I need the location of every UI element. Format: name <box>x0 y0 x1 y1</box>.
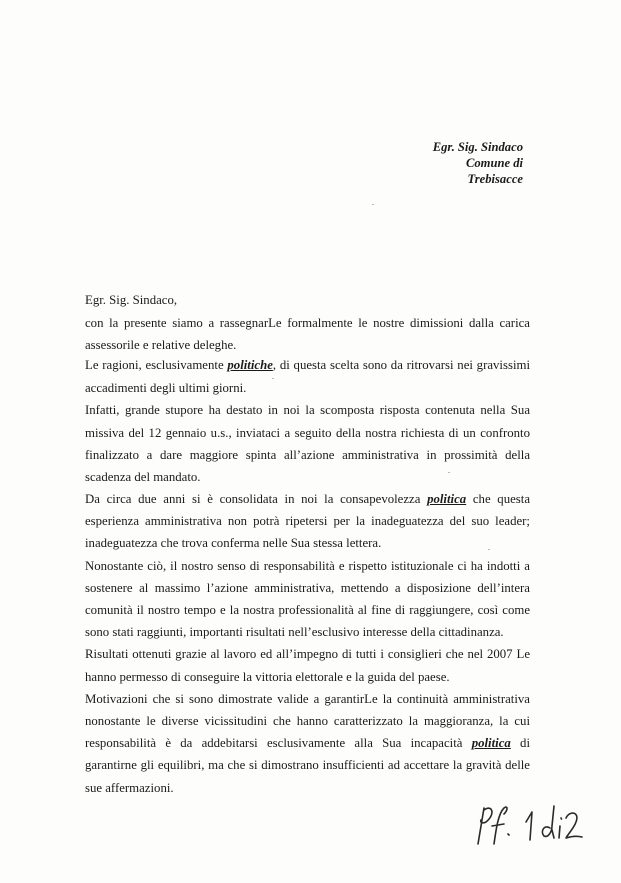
body-line-8: scadenza del mandato. <box>85 470 201 484</box>
body-line-7: finalizzato a dare maggiore spinta all’azione amministrativa in prossimità della <box>85 448 530 462</box>
body-line-14: comunità il nostro tempo e la nostra professionalità al fine di raggiungere, così come <box>85 603 530 617</box>
body-line-11: inadeguatezza che trova conferma nelle Sua stessa lettera. <box>85 536 382 550</box>
salutation: Egr. Sig. Sindaco, <box>85 293 178 307</box>
body-line-10: esperienza amministrativa non potrà ripetersi per la inadeguatezza del suo leader; <box>85 514 530 528</box>
body-line-3-end: , di questa scelta sono da ritrovarsi nei gravissimi <box>272 358 530 372</box>
handwritten-page-number <box>470 800 585 850</box>
body-line-21: garantirne gli equilibri, ma che si dimostrano insufficienti ad accettare la gravità delle <box>85 758 530 772</box>
body-line-9 <box>85 491 530 507</box>
body-line-20 <box>85 735 530 751</box>
recipient-address <box>433 139 523 187</box>
body-line-3-start: Le ragioni, esclusivamente <box>85 358 228 372</box>
body-line-6: missiva del 12 gennaio u.s., inviataci a seguito della nostra richiesta di un confronto <box>85 426 530 440</box>
body-line-9-start: Da circa due anni si è consolidata in noi la consapevolezza <box>85 492 428 506</box>
body-line-19: nonostante le diverse vicissitudini che hanno caratterizzato la maggioranza, la cui <box>85 714 530 728</box>
body-line-12: Nonostante ciò, il nostro senso di responsabilità e rispetto istituzionale ci ha indotti a <box>85 559 530 573</box>
body-line-2: assessorile e relative deleghe. <box>85 338 237 352</box>
body-line-17: hanno permesso di conseguire la vittoria elettorale e la guida del paese. <box>85 670 450 684</box>
body-line-3 <box>85 357 530 373</box>
paper-speck <box>488 549 490 550</box>
paper-speck <box>272 378 274 379</box>
body-line-4: accadimenti degli ultimi giorni. <box>85 381 247 395</box>
body-line-20-end: di <box>510 736 530 750</box>
recipient-title: Egr. Sig. Sindaco <box>432 140 523 154</box>
body-line-20-start: responsabilità è da addebitarsi esclusivamente alla Sua incapacità <box>85 736 472 750</box>
emphasis-politica-2: politica <box>471 736 511 750</box>
recipient-office: Comune di <box>465 156 523 170</box>
body-line-9-end: che questa <box>466 492 530 506</box>
body-line-18: Motivazioni che si sono dimostrate valide a garantirLe la continuità amministrativa <box>85 692 530 706</box>
body-line-22: sue affermazioni. <box>85 781 174 795</box>
body-line-13: sostenere al massimo l’azione amministrativa, mettendo a disposizione dell’intera <box>85 581 530 595</box>
body-line-5: Infatti, grande stupore ha destato in noi la scomposta risposta contenuta nella Sua <box>85 403 530 417</box>
emphasis-politica-1: politica <box>427 492 467 506</box>
body-line-1: con la presente siamo a rassegnarLe formalmente le nostre dimissioni dalla carica <box>85 316 530 330</box>
body-line-15: sono stati raggiunti, importanti risultati nell’esclusivo interesse della cittadinanza. <box>85 625 504 639</box>
recipient-town: Trebisacce <box>467 172 523 186</box>
paper-speck <box>448 472 450 473</box>
body-line-16: Risultati ottenuti grazie al lavoro ed all’impegno di tutti i consiglieri che nel 2007 Le <box>85 647 530 661</box>
emphasis-politiche: politiche <box>227 358 273 372</box>
paper-speck <box>372 204 374 205</box>
